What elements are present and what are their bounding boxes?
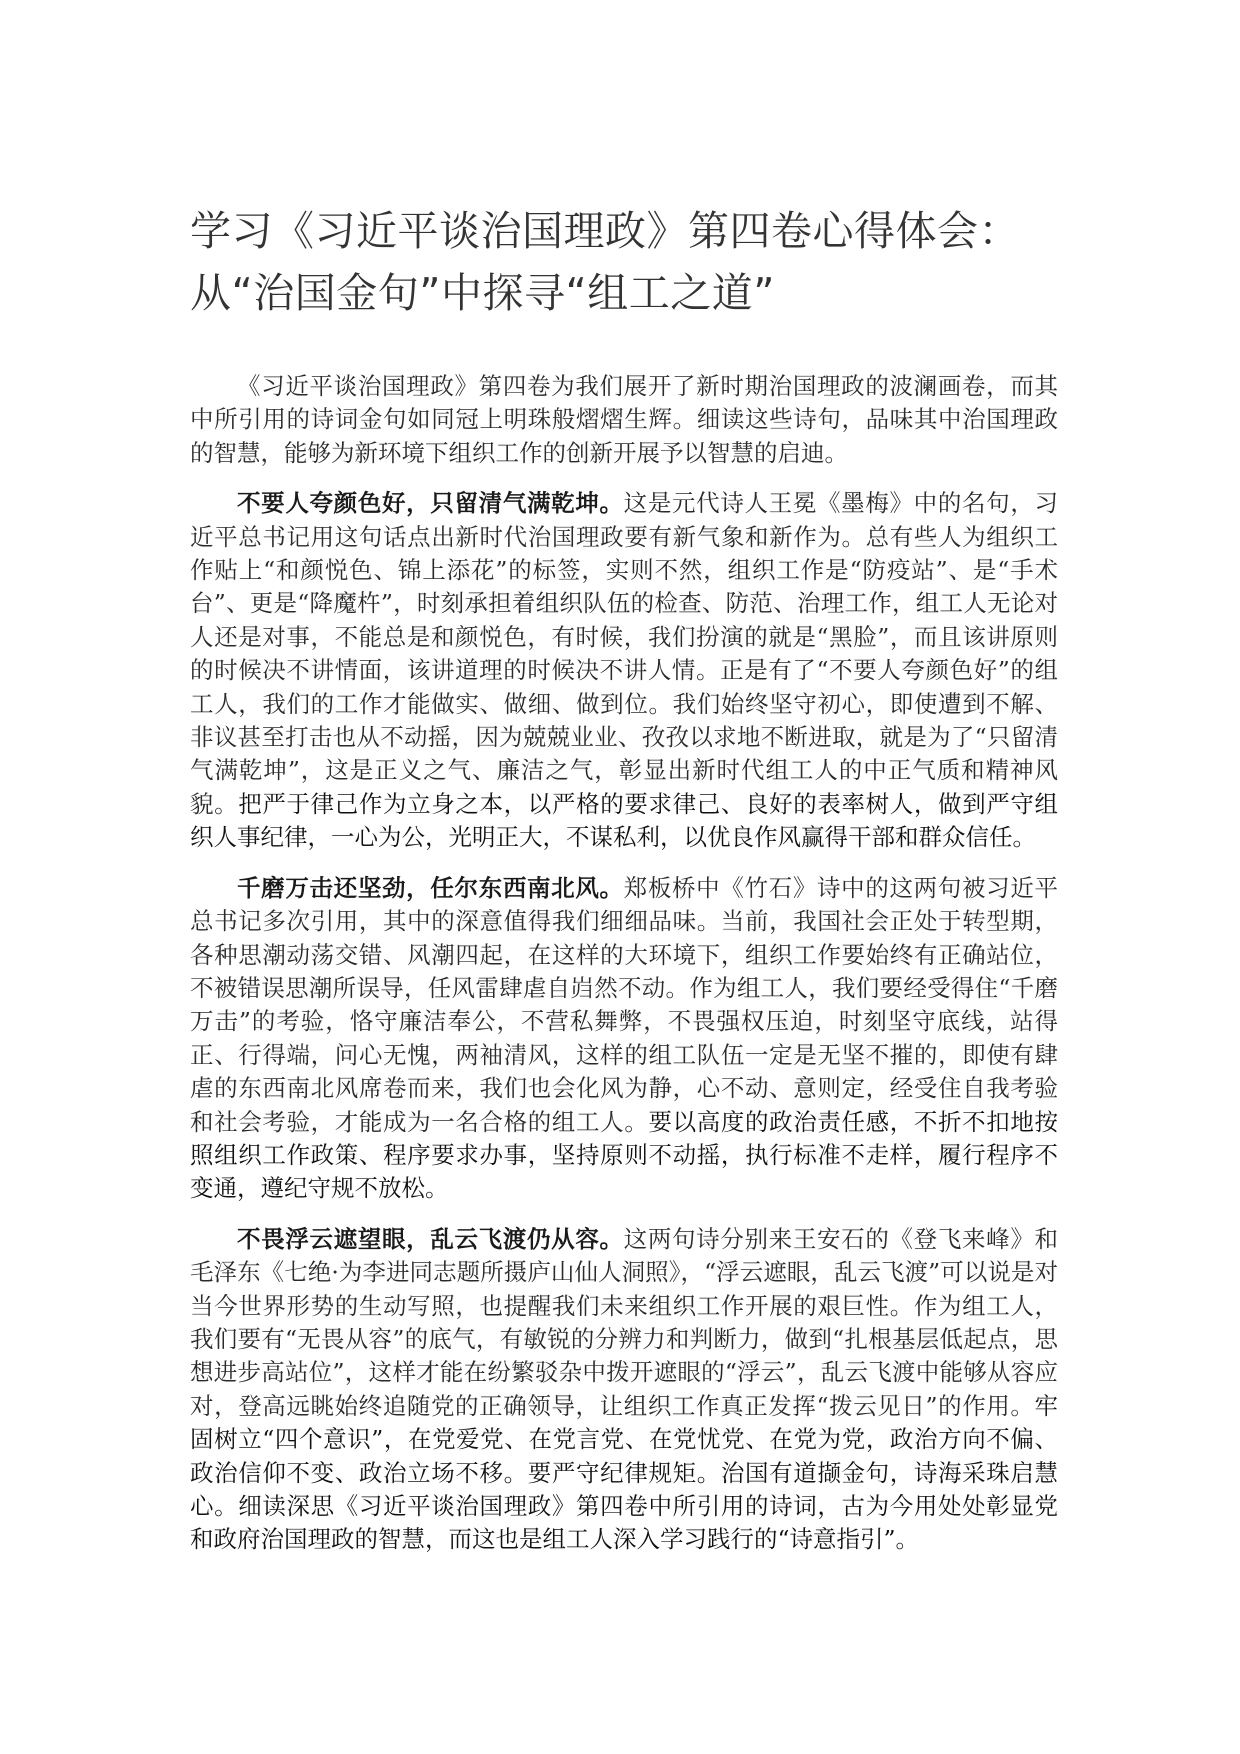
paragraph-closing: 把严于律己作为立身之本，以严格的要求律己、良好的表率树人，做到严守组织人事纪律，一心为公，光明正大，不谋私利，以优良作风赢得干部和群众信任。	[190, 789, 1059, 852]
paragraph-closing: 要以高度的政治责任感，不折不扣地按照组织工作政策、程序要求办事，坚持原则不动摇，执行标准不走样，履行程序不变通，遵纪守规不放松。	[190, 1107, 1059, 1203]
paragraph-closing: 牢固树立“四个意识”，在党爱党、在党言党、在党忧党、在党为党，政治方向不偏、政治信仰不变、政治立场不移。要严守纪律规矩。治国有道撷金句，诗海采珠启慧心。细读深思《习近平谈治国理政》第四卷中所引用的诗词，古为今用处处彰显党和政府治国理政的智慧，而这也是组工人深入学习践行的“诗意指引”。	[190, 1391, 1058, 1554]
document-title: 学习《习近平谈治国理政》第四卷心得体会：从“治国金句”中探寻“组工之道”	[190, 207, 1020, 317]
paragraph-intro	[190, 370, 1058, 470]
document-body	[190, 370, 1058, 1574]
paragraph-text: 这两句诗分别来王安石的《登飞来峰》和毛泽东《七绝·为李进同志题所摄庐山仙人洞照》，“浮云遮眼，乱云飞渡”可以说是对当今世界形势的生动写照，也提醒我们未来组织工作开展的艰巨性。作为组工人，我们要有“无畏从容”的底气，有敏锐的分辨力和判断力，做到“扎根基层低起点，思想进步高站位”，这样才能在纷繁驳杂中拨开遮眼的“浮云”，乱云飞渡中能够从容应对，登高远眺始终追随党的正确领导，让组织工作真正发挥“拨云见日”的作用。	[190, 1224, 1059, 1420]
poem-quote-heading: 千磨万击还坚劲，任尔东西南北风。	[237, 873, 624, 902]
poem-quote-heading: 不要人夸颜色好，只留清气满乾坤。	[237, 489, 624, 518]
paragraph-poem-1	[190, 487, 1058, 854]
paragraph-poem-2	[190, 872, 1058, 1206]
poem-quote-heading: 不畏浮云遮望眼，乱云飞渡仍从容。	[237, 1224, 624, 1253]
paragraph-text: 郑板桥中《竹石》诗中的这两句被习近平总书记多次引用，其中的深意值得我们细细品味。当前，我国社会正处于转型期，各种思潮动荡交错、风潮四起，在这样的大环境下，组织工作要始终有正确站位，不被错误思潮所误导，任风雷肆虐自岿然不动。作为组工人，我们要经受得住“千磨万击”的考验，恪守廉洁奉公，不营私舞弊，不畏强权压迫，时刻坚守底线，站得正、行得端，问心无愧，两袖清风，这样的组工队伍一定是无坚不摧的，即使有肆虐的东西南北风席卷而来，我们也会化风为静，心不动、意则定，经受住自我考验和社会考验，才能成为一名合格的组工人。	[190, 873, 1059, 1136]
paragraph-text: 这是元代诗人王冕《墨梅》中的名句，习近平总书记用这句话点出新时代治国理政要有新气象和新作为。总有些人为组织工作贴上“和颜悦色、锦上添花”的标签，实则不然，组织工作是“防疫站”、是“手术台”、更是“降魔杵”，时刻承担着组织队伍的检查、防范、治理工作，组工人无论对人还是对事，不能总是和颜悦色，有时候，我们扮演的就是“黑脸”，而且该讲原则的时候决不讲情面，该讲道理的时候决不讲人情。正是有了“不要人夸颜色好”的组工人，我们的工作才能做实、做细、做到位。我们始终坚守初心，即使遭到不解、非议甚至打击也从不动摇，因为兢兢业业、孜孜以求地不断进取，就是为了“只留清气满乾坤”，这是正义之气、廉洁之气，彰显出新时代组工人的中正气质和精神风貌。	[190, 489, 1059, 818]
paragraph-text: 《习近平谈治国理政》第四卷为我们展开了新时期治国理政的波澜画卷，而其中所引用的诗词金句如同冠上明珠般熠熠生辉。细读这些诗句，品味其中治国理政的智慧，能够为新环境下组织工作的创新开展予以智慧的启迪。	[190, 372, 1058, 467]
paragraph-poem-3	[190, 1223, 1058, 1557]
